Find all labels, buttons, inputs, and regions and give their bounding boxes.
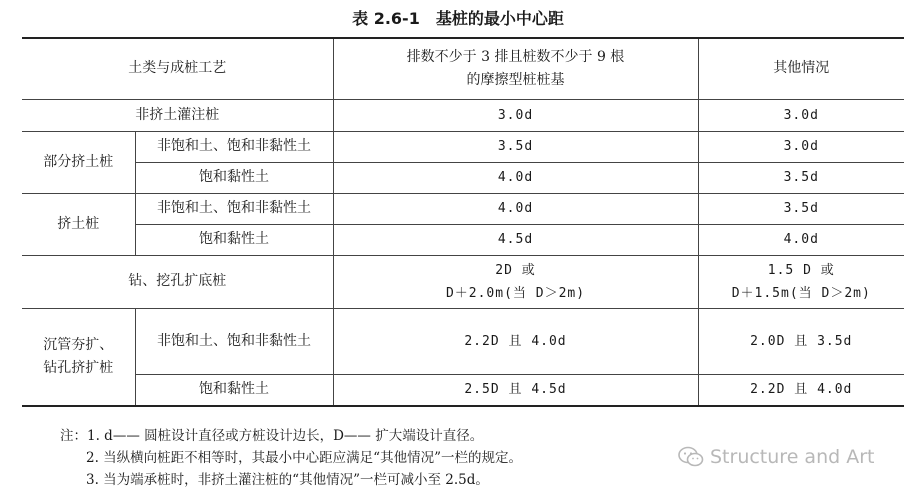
row-label: 非饱和土、饱和非黏性土 <box>135 193 333 224</box>
table-title: 表 2.6-1 基桩的最小中心距 <box>352 9 564 28</box>
note-3: 3. 当为端承桩时，非挤土灌注桩的“其他情况”一栏可减小至 2.5d。 <box>86 472 489 488</box>
table-row <box>22 255 904 308</box>
table-header-row <box>22 38 904 99</box>
value-line1: 1.5 D 或 <box>767 262 835 278</box>
value-cell: 3.5d <box>698 193 904 224</box>
watermark-text: Structure and Art <box>710 446 875 468</box>
header-friction-line1: 排数不少于 3 排且桩数不少于 9 根 <box>406 48 625 65</box>
value-cell: 4.0d <box>333 162 698 193</box>
row-label: 钻、挖孔扩底桩 <box>22 255 333 308</box>
value-cell: 2.2D 且 4.0d <box>333 308 698 374</box>
table-row <box>22 224 904 255</box>
group-label <box>22 308 135 406</box>
table-notes <box>60 425 522 491</box>
value-cell: 3.5d <box>333 131 698 162</box>
value-cell: 4.0d <box>333 193 698 224</box>
table-row <box>22 374 904 406</box>
value-cell <box>333 255 698 308</box>
row-label: 饱和黏性土 <box>135 374 333 406</box>
value-line2: D＋1.5m(当 D＞2m) <box>731 285 871 301</box>
row-label: 饱和黏性土 <box>135 224 333 255</box>
value-cell: 2.5D 且 4.5d <box>333 374 698 406</box>
header-friction-line2: 的摩擦型桩桩基 <box>466 71 565 88</box>
note-2: 2. 当纵横向桩距不相等时，其最小中心距应满足“其他情况”一栏的规定。 <box>86 450 522 466</box>
header-soil-process: 土类与成桩工艺 <box>22 38 333 99</box>
group-label: 挤土桩 <box>22 193 135 255</box>
value-cell: 2.0D 且 3.5d <box>698 308 904 374</box>
value-cell <box>698 255 904 308</box>
note-1: 注：1. d—— 圆桩设计直径或方桩设计边长，D—— 扩大端设计直径。 <box>60 428 484 444</box>
group-label-line2: 钻孔挤扩桩 <box>43 359 114 376</box>
watermark <box>678 446 874 468</box>
row-label: 非挤土灌注桩 <box>22 99 333 131</box>
table-row <box>22 308 904 374</box>
value-cell: 4.5d <box>333 224 698 255</box>
wechat-icon <box>678 446 704 468</box>
pile-spacing-table <box>22 37 904 407</box>
row-label: 饱和黏性土 <box>135 162 333 193</box>
row-label: 非饱和土、饱和非黏性土 <box>135 131 333 162</box>
value-cell: 2.2D 且 4.0d <box>698 374 904 406</box>
value-line2: D＋2.0m(当 D＞2m) <box>445 285 586 301</box>
table-row <box>22 193 904 224</box>
value-cell: 3.5d <box>698 162 904 193</box>
table-row <box>22 162 904 193</box>
value-cell: 4.0d <box>698 224 904 255</box>
row-label: 非饱和土、饱和非黏性土 <box>135 308 333 374</box>
table-row <box>22 99 904 131</box>
group-label: 部分挤土桩 <box>22 131 135 193</box>
header-other: 其他情况 <box>698 38 904 99</box>
value-cell: 3.0d <box>698 99 904 131</box>
header-friction-pile <box>333 38 698 99</box>
value-cell: 3.0d <box>333 99 698 131</box>
value-cell: 3.0d <box>698 131 904 162</box>
table-row <box>22 131 904 162</box>
group-label-line1: 沉管夯扩、 <box>43 336 114 353</box>
value-line1: 2D 或 <box>495 262 536 278</box>
